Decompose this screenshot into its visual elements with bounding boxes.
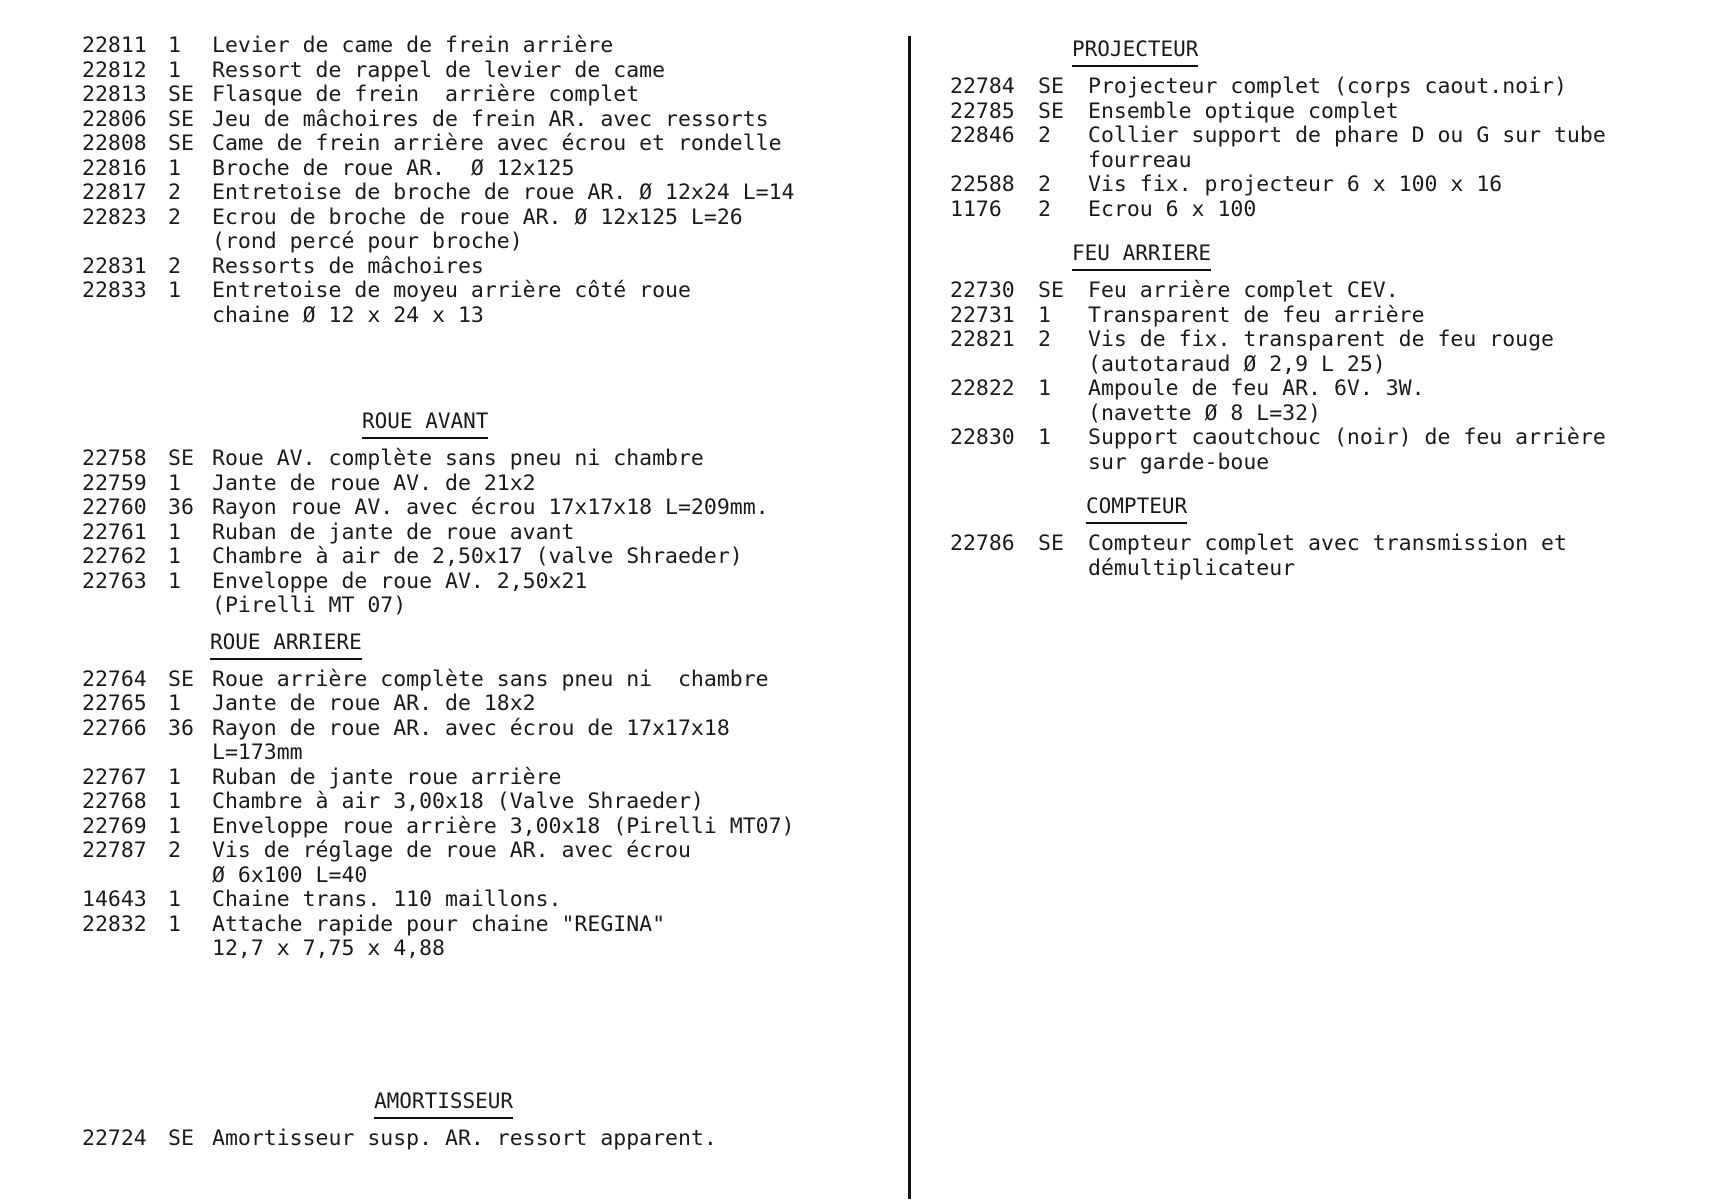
part-quantity: 2 bbox=[168, 253, 181, 279]
left-column bbox=[82, 34, 882, 1151]
spacer bbox=[82, 741, 168, 766]
part-code: 22760 bbox=[82, 495, 147, 520]
part-row bbox=[950, 100, 1690, 125]
right-column bbox=[950, 36, 1690, 581]
part-description: Ampoule de feu AR. 6V. 3W. bbox=[1088, 376, 1425, 401]
section-title-projecteur: PROJECTEUR bbox=[1072, 36, 1198, 67]
part-code: 22758 bbox=[82, 446, 147, 471]
part-description: Entretoise de broche de roue AR. Ø 12x24 L=14 bbox=[212, 180, 795, 205]
part-row bbox=[950, 75, 1690, 100]
part-quantity: 36 bbox=[168, 715, 194, 741]
spacer bbox=[82, 594, 168, 619]
part-quantity: 1 bbox=[168, 33, 181, 58]
amortisseur-items bbox=[82, 1127, 882, 1152]
spacer bbox=[1038, 353, 1088, 378]
part-row-continuation bbox=[82, 304, 882, 329]
part-row bbox=[82, 496, 882, 521]
part-code: 22830 bbox=[950, 425, 1015, 450]
part-description: Flasque de frein arrière complet bbox=[212, 82, 640, 107]
part-description: Rayon roue AV. avec écrou 17x17x18 L=209mm. bbox=[212, 495, 769, 520]
part-row bbox=[82, 815, 882, 840]
part-code: 22806 bbox=[82, 106, 147, 132]
part-code: 22817 bbox=[82, 180, 147, 205]
part-code: 22811 bbox=[82, 33, 147, 58]
spacer bbox=[168, 230, 212, 255]
section-brakes bbox=[82, 34, 882, 328]
part-quantity: 2 bbox=[1038, 123, 1051, 148]
section-compteur bbox=[950, 493, 1690, 581]
section-title-roue-avant: ROUE AVANT bbox=[362, 408, 488, 439]
part-code: 22759 bbox=[82, 470, 147, 496]
part-row-continuation bbox=[82, 741, 882, 766]
part-row bbox=[82, 34, 882, 59]
part-row bbox=[82, 181, 882, 206]
part-quantity: SE bbox=[1038, 531, 1064, 556]
spacer bbox=[168, 594, 212, 619]
part-quantity: 2 bbox=[168, 838, 181, 863]
spacer bbox=[82, 230, 168, 255]
part-code: 22822 bbox=[950, 376, 1015, 401]
spacer bbox=[82, 304, 168, 329]
part-code: 22816 bbox=[82, 155, 147, 181]
part-row bbox=[82, 692, 882, 717]
part-code: 22832 bbox=[82, 911, 147, 937]
part-row bbox=[82, 472, 882, 497]
part-row bbox=[82, 545, 882, 570]
part-code: 22785 bbox=[950, 98, 1015, 124]
part-row bbox=[82, 83, 882, 108]
part-description: Enveloppe roue arrière 3,00x18 (Pirelli MT07) bbox=[212, 813, 795, 839]
part-description-continuation: fourreau bbox=[1088, 147, 1192, 173]
spacer bbox=[950, 451, 1038, 476]
part-description: Transparent de feu arrière bbox=[1088, 302, 1425, 328]
part-row-continuation bbox=[950, 149, 1690, 174]
part-row bbox=[82, 447, 882, 472]
part-row bbox=[950, 279, 1690, 304]
roue-avant-items bbox=[82, 447, 882, 619]
part-description: Chaine trans. 110 maillons. bbox=[212, 887, 562, 912]
part-row bbox=[82, 913, 882, 938]
spacer bbox=[1038, 557, 1088, 582]
part-description: Ecrou de broche de roue AR. Ø 12x125 L=26 bbox=[212, 204, 743, 230]
part-row-continuation bbox=[82, 864, 882, 889]
part-quantity: SE bbox=[168, 131, 194, 156]
part-description: Enveloppe de roue AV. 2,50x21 bbox=[212, 568, 588, 594]
part-quantity: 1 bbox=[168, 57, 181, 83]
compteur-items bbox=[950, 532, 1690, 581]
part-description: Levier de came de frein arrière bbox=[212, 33, 614, 58]
part-quantity: SE bbox=[168, 666, 194, 692]
part-row bbox=[82, 1127, 882, 1152]
part-quantity: SE bbox=[168, 1125, 194, 1151]
part-description-continuation: Ø 6x100 L=40 bbox=[212, 862, 368, 888]
roue-arriere-items bbox=[82, 668, 882, 962]
part-row bbox=[950, 532, 1690, 557]
part-code: 22724 bbox=[82, 1125, 147, 1151]
part-row-continuation bbox=[950, 557, 1690, 582]
part-row bbox=[950, 198, 1690, 223]
part-code: 22823 bbox=[82, 204, 147, 230]
part-description: Broche de roue AR. Ø 12x125 bbox=[212, 155, 575, 181]
part-code: 22786 bbox=[950, 531, 1015, 556]
part-description: Entretoise de moyeu arrière côté roue bbox=[212, 278, 691, 303]
part-row bbox=[82, 766, 882, 791]
spacer bbox=[1038, 149, 1088, 174]
part-row bbox=[950, 124, 1690, 149]
part-description: Jante de roue AV. de 21x2 bbox=[212, 470, 536, 496]
part-description: Rayon de roue AR. avec écrou de 17x17x18 bbox=[212, 715, 730, 741]
part-code: 22768 bbox=[82, 789, 147, 814]
part-description: Ressort de rappel de levier de came bbox=[212, 57, 666, 83]
part-code: 22831 bbox=[82, 253, 147, 279]
part-quantity: 1 bbox=[168, 568, 181, 594]
part-code: 1176 bbox=[950, 196, 1002, 222]
part-description-continuation: (Pirelli MT 07) bbox=[212, 593, 407, 618]
part-quantity: 2 bbox=[1038, 172, 1051, 197]
part-description: Chambre à air 3,00x18 (Valve Shraeder) bbox=[212, 789, 704, 814]
part-code: 22787 bbox=[82, 838, 147, 863]
part-code: 22763 bbox=[82, 568, 147, 594]
spacer bbox=[950, 149, 1038, 174]
part-code: 22821 bbox=[950, 327, 1015, 352]
part-code: 22808 bbox=[82, 131, 147, 156]
part-description-continuation: (rond percé pour broche) bbox=[212, 229, 523, 254]
part-code: 22813 bbox=[82, 82, 147, 107]
part-description: Compteur complet avec transmission et bbox=[1088, 531, 1567, 556]
part-row bbox=[950, 377, 1690, 402]
part-description: Feu arrière complet CEV. bbox=[1088, 278, 1399, 303]
part-quantity: SE bbox=[1038, 278, 1064, 303]
spacer bbox=[168, 937, 212, 962]
part-code: 22731 bbox=[950, 302, 1015, 328]
part-description: Chambre à air de 2,50x17 (valve Shraeder) bbox=[212, 544, 743, 569]
part-quantity: 1 bbox=[168, 887, 181, 912]
part-quantity: SE bbox=[168, 106, 194, 132]
part-description: Roue arrière complète sans pneu ni chambre bbox=[212, 666, 769, 692]
part-description: Projecteur complet (corps caout.noir) bbox=[1088, 74, 1567, 99]
part-quantity: 1 bbox=[168, 278, 181, 303]
part-row bbox=[82, 521, 882, 546]
part-row bbox=[82, 717, 882, 742]
part-row bbox=[82, 132, 882, 157]
part-row-continuation bbox=[82, 230, 882, 255]
part-description-continuation: L=173mm bbox=[212, 740, 303, 765]
part-code: 22762 bbox=[82, 544, 147, 569]
part-row bbox=[950, 426, 1690, 451]
part-description-continuation: (navette Ø 8 L=32) bbox=[1088, 400, 1321, 426]
part-code: 22846 bbox=[950, 123, 1015, 148]
part-code: 22833 bbox=[82, 278, 147, 303]
part-row-continuation bbox=[950, 451, 1690, 476]
part-code: 22767 bbox=[82, 764, 147, 790]
part-code: 22764 bbox=[82, 666, 147, 692]
part-row bbox=[82, 839, 882, 864]
part-quantity: 1 bbox=[1038, 425, 1051, 450]
spacer bbox=[1038, 451, 1088, 476]
part-quantity: 1 bbox=[168, 764, 181, 790]
part-description: Ecrou 6 x 100 bbox=[1088, 196, 1257, 222]
projecteur-items bbox=[950, 75, 1690, 222]
part-quantity: SE bbox=[1038, 98, 1064, 124]
part-quantity: 1 bbox=[168, 789, 181, 814]
part-quantity: 1 bbox=[1038, 376, 1051, 401]
part-description-continuation: démultiplicateur bbox=[1088, 555, 1296, 581]
part-quantity: SE bbox=[1038, 74, 1064, 99]
spacer bbox=[82, 864, 168, 889]
part-quantity: SE bbox=[168, 446, 194, 471]
part-code: 22761 bbox=[82, 519, 147, 545]
part-quantity: 1 bbox=[168, 691, 181, 716]
part-row bbox=[950, 304, 1690, 329]
section-title-compteur: COMPTEUR bbox=[1086, 493, 1187, 524]
part-code: 22812 bbox=[82, 57, 147, 83]
part-row-continuation bbox=[950, 402, 1690, 427]
section-feu-arriere bbox=[950, 240, 1690, 475]
part-code: 22730 bbox=[950, 278, 1015, 303]
part-quantity: 1 bbox=[168, 544, 181, 569]
part-code: 22765 bbox=[82, 691, 147, 716]
part-row-continuation bbox=[82, 937, 882, 962]
spacer bbox=[168, 304, 212, 329]
part-row bbox=[82, 790, 882, 815]
part-quantity: 1 bbox=[168, 911, 181, 937]
part-description: Attache rapide pour chaine "REGINA" bbox=[212, 911, 666, 937]
spacer bbox=[168, 741, 212, 766]
part-quantity: 1 bbox=[168, 519, 181, 545]
part-description: Vis fix. projecteur 6 x 100 x 16 bbox=[1088, 172, 1503, 197]
column-divider bbox=[908, 36, 911, 1199]
part-row bbox=[82, 206, 882, 231]
part-description: Vis de réglage de roue AR. avec écrou bbox=[212, 838, 691, 863]
part-description-continuation: sur garde-boue bbox=[1088, 449, 1270, 475]
spacer bbox=[82, 937, 168, 962]
spacer bbox=[950, 402, 1038, 427]
section-projecteur bbox=[950, 36, 1690, 222]
part-row-continuation bbox=[82, 594, 882, 619]
part-row bbox=[82, 108, 882, 133]
part-row bbox=[82, 570, 882, 595]
part-description: Support caoutchouc (noir) de feu arrière bbox=[1088, 425, 1606, 450]
section-amortisseur bbox=[82, 1088, 882, 1152]
section-roue-arriere bbox=[82, 629, 882, 962]
part-description: Collier support de phare D ou G sur tube bbox=[1088, 123, 1606, 148]
part-code: 22769 bbox=[82, 813, 147, 839]
part-code: 14643 bbox=[82, 887, 147, 912]
section-roue-avant bbox=[82, 408, 882, 619]
spacer bbox=[950, 557, 1038, 582]
part-code: 22784 bbox=[950, 74, 1015, 99]
part-row bbox=[82, 59, 882, 84]
spacer bbox=[1038, 402, 1088, 427]
part-description: Ressorts de mâchoires bbox=[212, 253, 484, 279]
part-row bbox=[82, 279, 882, 304]
part-code: 22588 bbox=[950, 172, 1015, 197]
section-title-amortisseur: AMORTISSEUR bbox=[374, 1088, 513, 1119]
part-description: Came de frein arrière avec écrou et rondelle bbox=[212, 131, 782, 156]
part-description: Vis de fix. transparent de feu rouge bbox=[1088, 327, 1554, 352]
part-description: Jante de roue AR. de 18x2 bbox=[212, 691, 536, 716]
part-description: Jeu de mâchoires de frein AR. avec ressorts bbox=[212, 106, 769, 132]
part-description: Ruban de jante roue arrière bbox=[212, 764, 562, 790]
part-row bbox=[82, 255, 882, 280]
part-description: Ruban de jante de roue avant bbox=[212, 519, 575, 545]
part-quantity: 2 bbox=[168, 180, 181, 205]
part-description-continuation: 12,7 x 7,75 x 4,88 bbox=[212, 936, 445, 961]
part-row bbox=[82, 668, 882, 693]
part-quantity: 1 bbox=[168, 470, 181, 496]
part-row-continuation bbox=[950, 353, 1690, 378]
part-quantity: 1 bbox=[168, 813, 181, 839]
spacer bbox=[950, 353, 1038, 378]
part-row bbox=[82, 157, 882, 182]
part-quantity: 2 bbox=[1038, 327, 1051, 352]
part-description-continuation: (autotaraud Ø 2,9 L 25) bbox=[1088, 351, 1386, 377]
part-description-continuation: chaine Ø 12 x 24 x 13 bbox=[212, 302, 484, 328]
part-row bbox=[82, 888, 882, 913]
part-quantity: 2 bbox=[168, 204, 181, 230]
part-quantity: 36 bbox=[168, 495, 194, 520]
part-quantity: 1 bbox=[1038, 302, 1051, 328]
section-title-roue-arriere: ROUE ARRIERE bbox=[210, 629, 362, 660]
part-description: Ensemble optique complet bbox=[1088, 98, 1399, 124]
part-description: Roue AV. complète sans pneu ni chambre bbox=[212, 446, 704, 471]
part-quantity: SE bbox=[168, 82, 194, 107]
part-quantity: 1 bbox=[168, 155, 181, 181]
part-quantity: 2 bbox=[1038, 196, 1051, 222]
part-row bbox=[950, 328, 1690, 353]
part-code: 22766 bbox=[82, 715, 147, 741]
part-row bbox=[950, 173, 1690, 198]
section-title-feu-arriere: FEU ARRIERE bbox=[1072, 240, 1211, 271]
feu-arriere-items bbox=[950, 279, 1690, 475]
spacer bbox=[168, 864, 212, 889]
part-description: Amortisseur susp. AR. ressort apparent. bbox=[212, 1125, 717, 1151]
